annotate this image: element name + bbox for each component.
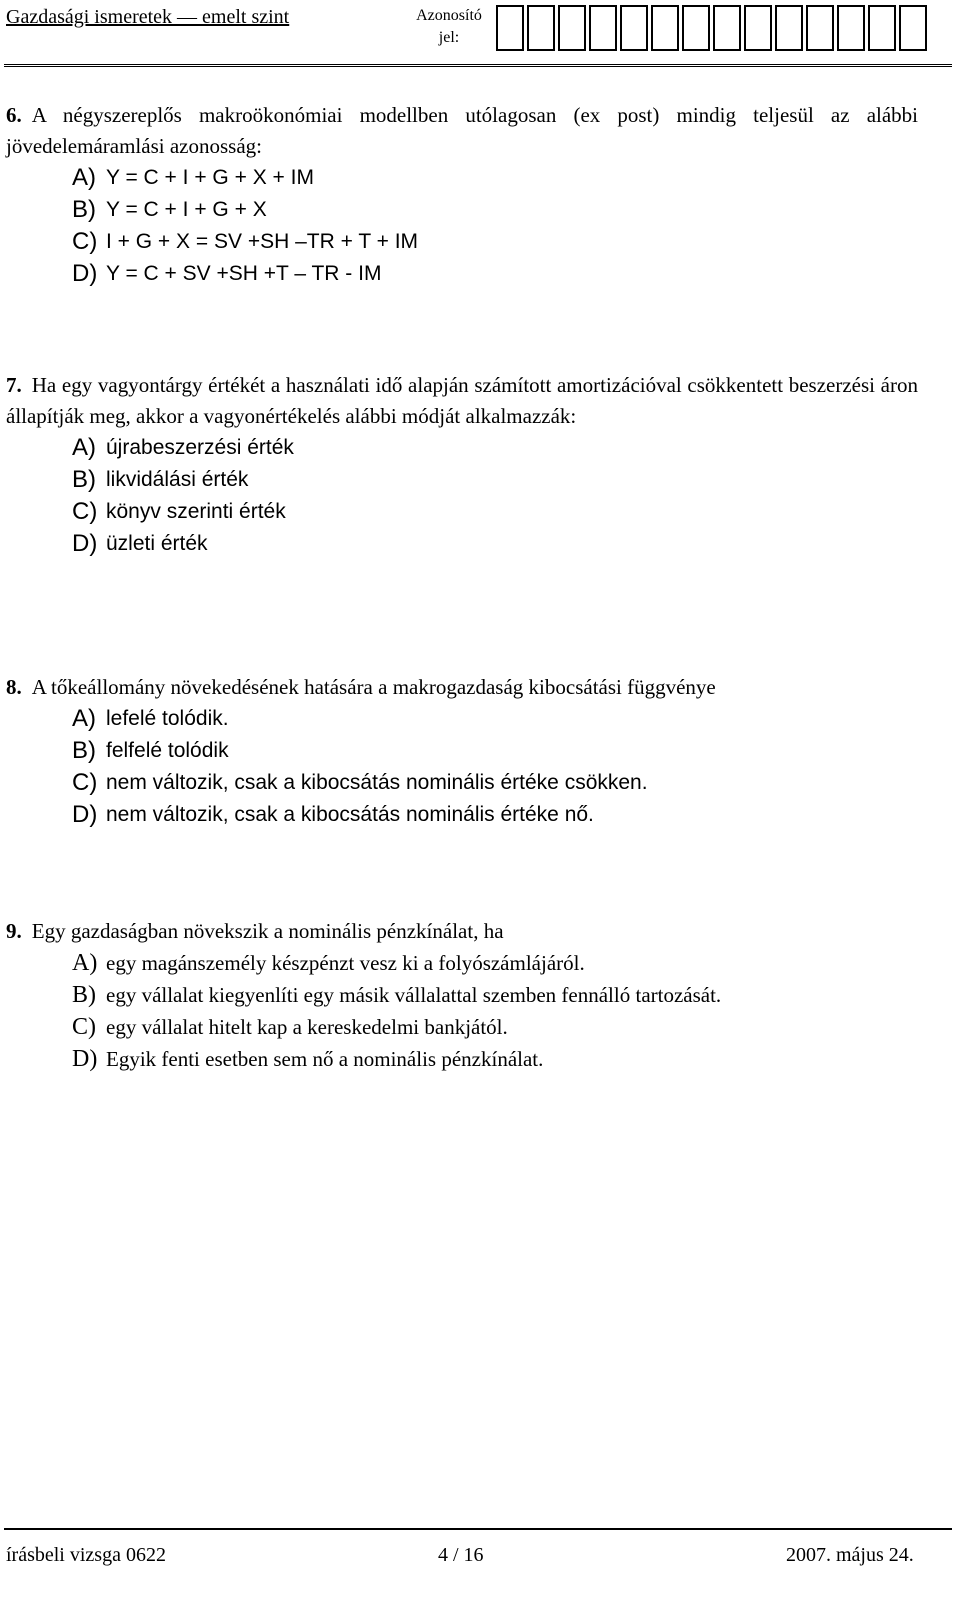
- id-box[interactable]: [806, 5, 834, 51]
- id-box[interactable]: [837, 5, 865, 51]
- option-b[interactable]: [6, 979, 918, 1011]
- question-stem: [6, 370, 918, 432]
- option-a[interactable]: [6, 947, 918, 979]
- question-stem: [6, 916, 918, 947]
- id-box[interactable]: [682, 5, 710, 51]
- option-text: egy vállalat hitelt kap a kereskedelmi bankjától.: [106, 1015, 508, 1039]
- option-d[interactable]: [6, 258, 918, 290]
- id-box[interactable]: [899, 5, 927, 51]
- question-number: 8.: [6, 675, 22, 699]
- question-stem: [6, 672, 918, 703]
- footer-page-number: 4 / 16: [438, 1544, 484, 1566]
- exam-title: Gazdasági ismeretek — emelt szint: [6, 6, 290, 28]
- id-box[interactable]: [589, 5, 617, 51]
- option-c[interactable]: [6, 496, 918, 528]
- option-text: Y = C + I + G + X: [106, 198, 267, 221]
- option-letter: D): [72, 801, 98, 828]
- option-text: nem változik, csak a kibocsátás nominális értéke nő.: [106, 803, 594, 826]
- option-c[interactable]: [6, 1011, 918, 1043]
- question-text: Ha egy vagyontárgy értékét a használati idő alapján számított amortizációval csökkentett beszerzési áron állapítják meg, akkor a vagyonértékelés alábbi módját alkalmazzák:: [6, 373, 918, 428]
- option-letter: A): [72, 950, 98, 976]
- option-text: Egyik fenti esetben sem nő a nominális pénzkínálat.: [106, 1047, 544, 1071]
- question-8: [6, 672, 918, 831]
- id-box[interactable]: [775, 5, 803, 51]
- option-letter: B): [72, 196, 96, 223]
- question-text: Egy gazdaságban növekszik a nominális pénzkínálat, ha: [31, 919, 504, 943]
- id-label-line1: Azonosító: [416, 7, 482, 24]
- option-letter: D): [72, 530, 98, 557]
- option-text: Y = C + I + G + X + IM: [106, 166, 314, 189]
- option-letter: C): [72, 228, 98, 255]
- question-9: [6, 916, 918, 1075]
- option-text: könyv szerinti érték: [106, 500, 286, 523]
- option-text: nem változik, csak a kibocsátás nominális értéke csökken.: [106, 771, 648, 794]
- option-text: I + G + X = SV +SH –TR + T + IM: [106, 230, 419, 253]
- option-letter: A): [72, 164, 96, 191]
- question-text: A négyszereplős makroökonómiai modellben utólagosan (ex post) mindig teljesül az alábbi jövedelemáramlási azonosság:: [6, 103, 918, 158]
- option-c[interactable]: [6, 767, 918, 799]
- question-number: 9.: [6, 919, 22, 943]
- id-label: [414, 5, 484, 49]
- id-label-line2: jel:: [438, 29, 460, 46]
- option-letter: B): [72, 982, 96, 1008]
- id-box[interactable]: [651, 5, 679, 51]
- option-letter: C): [72, 769, 98, 796]
- option-c[interactable]: [6, 226, 918, 258]
- option-b[interactable]: [6, 194, 918, 226]
- footer-date: 2007. május 24.: [786, 1544, 914, 1566]
- question-stem: [6, 100, 918, 162]
- option-a[interactable]: [6, 432, 918, 464]
- header-divider: [4, 64, 952, 67]
- option-text: Y = C + SV +SH +T – TR - IM: [106, 262, 382, 285]
- option-letter: D): [72, 260, 98, 287]
- option-text: likvidálási érték: [106, 468, 249, 491]
- option-d[interactable]: [6, 1043, 918, 1075]
- option-letter: D): [72, 1046, 98, 1072]
- id-box[interactable]: [744, 5, 772, 51]
- question-number: 7.: [6, 373, 22, 397]
- id-boxes: [496, 5, 930, 51]
- option-d[interactable]: [6, 528, 918, 560]
- option-text: egy magánszemély készpénzt vesz ki a folyószámlájáról.: [106, 951, 585, 975]
- footer-divider: [4, 1528, 952, 1530]
- option-a[interactable]: [6, 703, 918, 735]
- option-text: felfelé tolódik: [106, 739, 229, 762]
- option-d[interactable]: [6, 799, 918, 831]
- id-box[interactable]: [496, 5, 524, 51]
- option-letter: B): [72, 466, 96, 493]
- question-6: [6, 100, 918, 290]
- option-b[interactable]: [6, 735, 918, 767]
- question-text: A tőkeállomány növekedésének hatására a makrogazdaság kibocsátási függvénye: [31, 675, 716, 699]
- option-text: újrabeszerzési érték: [106, 436, 294, 459]
- option-letter: A): [72, 434, 96, 461]
- id-box[interactable]: [558, 5, 586, 51]
- option-letter: A): [72, 705, 96, 732]
- option-letter: B): [72, 737, 96, 764]
- id-box[interactable]: [620, 5, 648, 51]
- option-letter: C): [72, 498, 98, 525]
- footer-exam-code: írásbeli vizsga 0622: [6, 1544, 166, 1566]
- option-letter: C): [72, 1014, 96, 1040]
- option-text: lefelé tolódik.: [106, 707, 229, 730]
- id-box[interactable]: [868, 5, 896, 51]
- question-7: [6, 370, 918, 560]
- option-b[interactable]: [6, 464, 918, 496]
- option-a[interactable]: [6, 162, 918, 194]
- id-box[interactable]: [713, 5, 741, 51]
- page-header: [0, 0, 960, 70]
- option-text: üzleti érték: [106, 532, 208, 555]
- id-box[interactable]: [527, 5, 555, 51]
- question-number: 6.: [6, 103, 22, 127]
- option-text: egy vállalat kiegyenlíti egy másik vállalattal szemben fennálló tartozását.: [106, 983, 722, 1007]
